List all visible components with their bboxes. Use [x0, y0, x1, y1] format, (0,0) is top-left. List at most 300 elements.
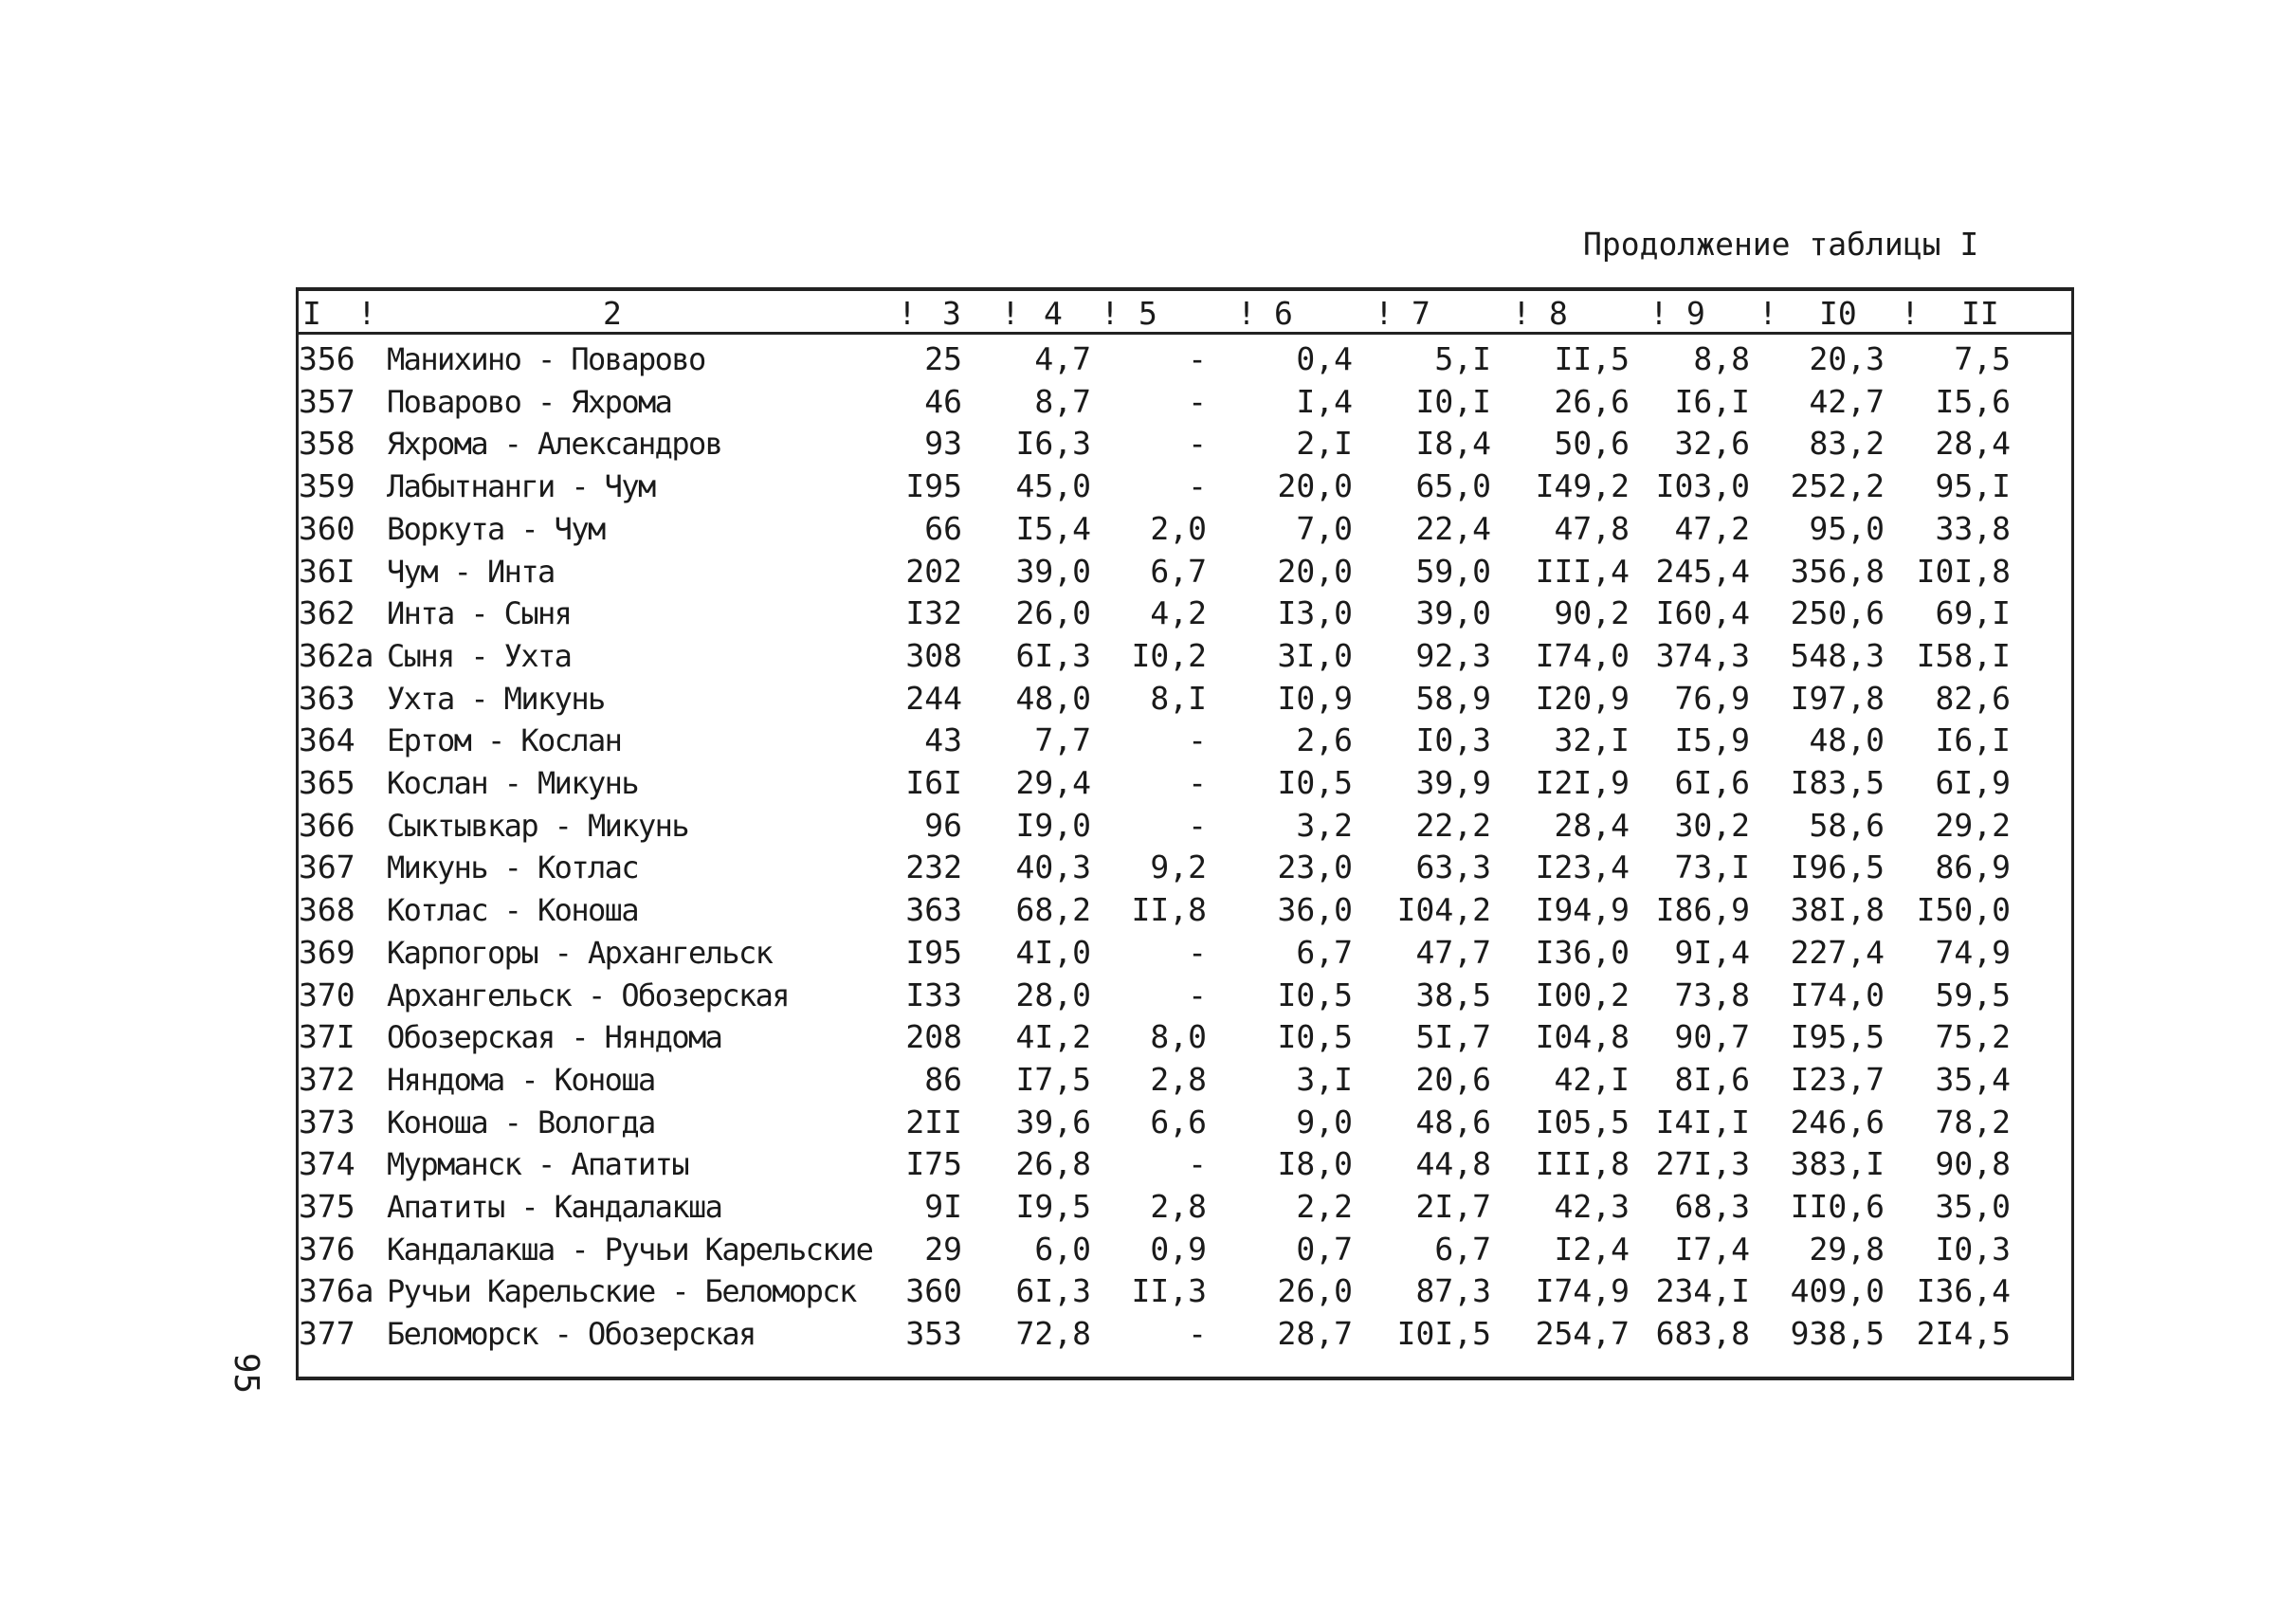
- column-header-7: 7: [1412, 295, 1430, 332]
- cell-c4: I9,0: [1015, 806, 1091, 844]
- cell-c6: 3,I: [1296, 1060, 1353, 1098]
- cell-c9: I03,0: [1655, 467, 1750, 505]
- cell-c11: 7,5: [1954, 340, 2011, 377]
- column-header-5: 5: [1138, 295, 1157, 332]
- table-row: [299, 1313, 2071, 1356]
- cell-c10: 383,I: [1790, 1145, 1885, 1183]
- cell-c5: -: [1188, 467, 1207, 505]
- column-header-11: II: [1961, 295, 1999, 332]
- cell-c6: 9,0: [1296, 1103, 1353, 1140]
- cell-c7: 38,5: [1415, 976, 1491, 1013]
- cell-c4: 4,7: [1034, 340, 1091, 377]
- table-row: [299, 551, 2071, 593]
- cell-c4: 45,0: [1015, 467, 1091, 505]
- cell-c3: 2II: [905, 1103, 962, 1140]
- cell-c7: 39,0: [1415, 594, 1491, 632]
- cell-c4: 48,0: [1015, 679, 1091, 717]
- cell-c9: 47,2: [1674, 509, 1750, 547]
- cell-c3: I6I: [905, 764, 962, 801]
- cell-c9: I4I,I: [1655, 1103, 1750, 1140]
- column-separator: !: [1649, 295, 1668, 332]
- row-number: 368: [299, 891, 355, 929]
- cell-c7: 44,8: [1415, 1145, 1491, 1183]
- cell-c3: 93: [924, 425, 962, 463]
- row-number: 37I: [299, 1018, 355, 1056]
- cell-c5: -: [1188, 382, 1207, 420]
- cell-c3: I33: [905, 976, 962, 1013]
- cell-c5: -: [1188, 933, 1207, 971]
- cell-c4: 72,8: [1015, 1315, 1091, 1353]
- cell-c9: 8I,6: [1674, 1060, 1750, 1098]
- cell-c8: 50,6: [1554, 425, 1630, 463]
- cell-c7: 20,6: [1415, 1060, 1491, 1098]
- route-name: Инта - Сыня: [387, 595, 572, 632]
- cell-c6: 7,0: [1296, 509, 1353, 547]
- table-row: [299, 1143, 2071, 1186]
- route-name: Ручьи Карельские - Беломорск: [387, 1273, 856, 1310]
- cell-c10: I83,5: [1790, 764, 1885, 801]
- route-name: Сыктывкар - Микунь: [387, 807, 688, 844]
- table-row: [299, 889, 2071, 932]
- table-row: [299, 1186, 2071, 1229]
- cell-c7: 5,I: [1434, 340, 1491, 377]
- cell-c11: 59,5: [1935, 976, 2011, 1013]
- route-name: Беломорск - Обозерская: [387, 1316, 756, 1353]
- cell-c5: II,3: [1131, 1272, 1207, 1310]
- cell-c11: 69,I: [1935, 594, 2011, 632]
- cell-c3: 363: [905, 891, 962, 929]
- cell-c3: 25: [924, 340, 962, 377]
- cell-c11: 82,6: [1935, 679, 2011, 717]
- cell-c3: 353: [905, 1315, 962, 1353]
- table-row: [299, 762, 2071, 805]
- table-caption: Продолжение таблицы I: [1583, 226, 1979, 263]
- row-number: 374: [299, 1145, 355, 1183]
- cell-c5: 2,0: [1150, 509, 1207, 547]
- cell-c10: 38I,8: [1790, 891, 1885, 929]
- table-header-row: [299, 291, 2071, 335]
- cell-c6: 20,0: [1277, 467, 1353, 505]
- cell-c9: I7,4: [1674, 1230, 1750, 1268]
- cell-c11: I5,6: [1935, 382, 2011, 420]
- cell-c4: 7,7: [1034, 721, 1091, 759]
- cell-c5: -: [1188, 806, 1207, 844]
- cell-c4: 26,8: [1015, 1145, 1091, 1183]
- cell-c6: I0,9: [1277, 679, 1353, 717]
- cell-c11: I6,I: [1935, 721, 2011, 759]
- cell-c4: 4I,0: [1015, 933, 1091, 971]
- cell-c9: 683,8: [1655, 1315, 1750, 1353]
- cell-c4: I9,5: [1015, 1188, 1091, 1225]
- route-name: Яхрома - Александров: [387, 426, 722, 463]
- cell-c5: 0,9: [1150, 1230, 1207, 1268]
- cell-c9: 73,I: [1674, 848, 1750, 886]
- route-name: Коноша - Вологда: [387, 1104, 655, 1140]
- cell-c5: I0,2: [1131, 636, 1207, 674]
- cell-c9: I60,4: [1655, 594, 1750, 632]
- cell-c5: 8,0: [1150, 1018, 1207, 1056]
- cell-c9: I6,I: [1674, 382, 1750, 420]
- cell-c6: I,4: [1296, 382, 1353, 420]
- cell-c6: 2,2: [1296, 1188, 1353, 1225]
- row-number: 373: [299, 1103, 355, 1140]
- cell-c5: -: [1188, 1145, 1207, 1183]
- cell-c5: -: [1188, 1315, 1207, 1353]
- table-row: [299, 805, 2071, 848]
- cell-c10: 250,6: [1790, 594, 1885, 632]
- row-number: 36I: [299, 552, 355, 590]
- cell-c7: 48,6: [1415, 1103, 1491, 1140]
- cell-c8: 254,7: [1535, 1315, 1630, 1353]
- cell-c5: 2,8: [1150, 1060, 1207, 1098]
- table-row: [299, 465, 2071, 508]
- cell-c3: 29: [924, 1230, 962, 1268]
- route-name: Няндома - Коноша: [387, 1061, 655, 1098]
- cell-c6: 0,4: [1296, 340, 1353, 377]
- row-number: 356: [299, 340, 355, 377]
- row-number: 376а: [299, 1272, 374, 1310]
- table-row: [299, 1016, 2071, 1059]
- data-table: [296, 287, 2074, 1380]
- cell-c10: I23,7: [1790, 1060, 1885, 1098]
- cell-c11: 75,2: [1935, 1018, 2011, 1056]
- cell-c8: 28,4: [1554, 806, 1630, 844]
- row-number: 376: [299, 1230, 355, 1268]
- cell-c10: 42,7: [1809, 382, 1885, 420]
- cell-c5: 6,6: [1150, 1103, 1207, 1140]
- cell-c3: 46: [924, 382, 962, 420]
- cell-c6: 26,0: [1277, 1272, 1353, 1310]
- table-row: [299, 720, 2071, 762]
- column-separator: !: [1512, 295, 1531, 332]
- cell-c11: I0I,8: [1916, 552, 2011, 590]
- cell-c4: 28,0: [1015, 976, 1091, 1013]
- cell-c7: 22,4: [1415, 509, 1491, 547]
- cell-c10: I96,5: [1790, 848, 1885, 886]
- cell-c4: I7,5: [1015, 1060, 1091, 1098]
- row-number: 362а: [299, 636, 374, 674]
- cell-c4: 39,0: [1015, 552, 1091, 590]
- cell-c3: 43: [924, 721, 962, 759]
- row-number: 375: [299, 1188, 355, 1225]
- cell-c8: I23,4: [1535, 848, 1630, 886]
- cell-c5: -: [1188, 425, 1207, 463]
- cell-c8: II,5: [1554, 340, 1630, 377]
- column-separator: !: [1237, 295, 1256, 332]
- route-name: Воркута - Чум: [387, 510, 605, 547]
- cell-c9: 76,9: [1674, 679, 1750, 717]
- cell-c11: 78,2: [1935, 1103, 2011, 1140]
- cell-c11: 90,8: [1935, 1145, 2011, 1183]
- table-row: [299, 1270, 2071, 1313]
- cell-c8: III,4: [1535, 552, 1630, 590]
- cell-c3: I75: [905, 1145, 962, 1183]
- cell-c8: I00,2: [1535, 976, 1630, 1013]
- cell-c8: I74,0: [1535, 636, 1630, 674]
- cell-c8: I05,5: [1535, 1103, 1630, 1140]
- route-name: Архангельск - Обозерская: [387, 976, 789, 1013]
- row-number: 362: [299, 594, 355, 632]
- route-name: Чум - Инта: [387, 553, 555, 590]
- row-number: 377: [299, 1315, 355, 1353]
- row-number: 372: [299, 1060, 355, 1098]
- column-header-1: I: [302, 295, 321, 332]
- row-number: 359: [299, 467, 355, 505]
- column-separator: !: [898, 295, 917, 332]
- column-header-6: 6: [1274, 295, 1293, 332]
- table-row: [299, 635, 2071, 678]
- table-row: [299, 1229, 2071, 1271]
- cell-c10: 83,2: [1809, 425, 1885, 463]
- cell-c10: 20,3: [1809, 340, 1885, 377]
- cell-c9: I5,9: [1674, 721, 1750, 759]
- row-number: 363: [299, 679, 355, 717]
- cell-c9: 374,3: [1655, 636, 1750, 674]
- cell-c7: 2I,7: [1415, 1188, 1491, 1225]
- cell-c10: 246,6: [1790, 1103, 1885, 1140]
- cell-c8: I20,9: [1535, 679, 1630, 717]
- cell-c4: 8,7: [1034, 382, 1091, 420]
- cell-c5: -: [1188, 340, 1207, 377]
- table-row: [299, 423, 2071, 465]
- cell-c3: 202: [905, 552, 962, 590]
- cell-c9: 6I,6: [1674, 764, 1750, 801]
- cell-c5: -: [1188, 976, 1207, 1013]
- route-name: Кослан - Микунь: [387, 765, 638, 801]
- route-name: Лабытнанги - Чум: [387, 468, 655, 505]
- cell-c9: 8,8: [1693, 340, 1750, 377]
- row-number: 365: [299, 764, 355, 801]
- cell-c11: 33,8: [1935, 509, 2011, 547]
- route-name: Манихино - Поварово: [387, 341, 705, 377]
- cell-c4: I6,3: [1015, 425, 1091, 463]
- route-name: Микунь - Котлас: [387, 849, 638, 886]
- cell-c7: 63,3: [1415, 848, 1491, 886]
- cell-c11: 35,4: [1935, 1060, 2011, 1098]
- cell-c11: I58,I: [1916, 636, 2011, 674]
- cell-c3: I95: [905, 933, 962, 971]
- cell-c6: I8,0: [1277, 1145, 1353, 1183]
- cell-c10: I95,5: [1790, 1018, 1885, 1056]
- cell-c9: I86,9: [1655, 891, 1750, 929]
- cell-c10: 58,6: [1809, 806, 1885, 844]
- cell-c4: 6,0: [1034, 1230, 1091, 1268]
- cell-c10: 356,8: [1790, 552, 1885, 590]
- cell-c11: 86,9: [1935, 848, 2011, 886]
- cell-c7: I0,3: [1415, 721, 1491, 759]
- cell-c8: I74,9: [1535, 1272, 1630, 1310]
- table-row: [299, 975, 2071, 1017]
- table-row: [299, 847, 2071, 889]
- cell-c10: 252,2: [1790, 467, 1885, 505]
- cell-c10: 48,0: [1809, 721, 1885, 759]
- row-number: 357: [299, 382, 355, 420]
- cell-c3: 208: [905, 1018, 962, 1056]
- table-row: [299, 1102, 2071, 1144]
- cell-c7: I8,4: [1415, 425, 1491, 463]
- cell-c10: 409,0: [1790, 1272, 1885, 1310]
- cell-c3: 360: [905, 1272, 962, 1310]
- column-separator: !: [1001, 295, 1020, 332]
- route-name: Сыня - Ухта: [387, 637, 572, 674]
- cell-c7: I0I,5: [1396, 1315, 1491, 1353]
- column-header-8: 8: [1549, 295, 1568, 332]
- cell-c7: I04,2: [1396, 891, 1491, 929]
- cell-c5: II,8: [1131, 891, 1207, 929]
- cell-c3: 86: [924, 1060, 962, 1098]
- cell-c6: I0,5: [1277, 764, 1353, 801]
- row-number: 360: [299, 509, 355, 547]
- table-row: [299, 508, 2071, 551]
- column-header-9: 9: [1686, 295, 1705, 332]
- row-number: 366: [299, 806, 355, 844]
- column-separator: !: [357, 295, 376, 332]
- cell-c7: 59,0: [1415, 552, 1491, 590]
- cell-c7: 58,9: [1415, 679, 1491, 717]
- cell-c8: I94,9: [1535, 891, 1630, 929]
- cell-c5: -: [1188, 721, 1207, 759]
- cell-c10: 227,4: [1790, 933, 1885, 971]
- cell-c8: I49,2: [1535, 467, 1630, 505]
- cell-c3: 232: [905, 848, 962, 886]
- cell-c8: I2,4: [1554, 1230, 1630, 1268]
- cell-c9: 90,7: [1674, 1018, 1750, 1056]
- cell-c8: III,8: [1535, 1145, 1630, 1183]
- cell-c6: 36,0: [1277, 891, 1353, 929]
- cell-c7: 47,7: [1415, 933, 1491, 971]
- table-row: [299, 593, 2071, 635]
- cell-c5: 9,2: [1150, 848, 1207, 886]
- route-name: Котлас - Коноша: [387, 892, 638, 929]
- cell-c3: 9I: [924, 1188, 962, 1225]
- cell-c7: 22,2: [1415, 806, 1491, 844]
- cell-c3: 308: [905, 636, 962, 674]
- cell-c4: 4I,2: [1015, 1018, 1091, 1056]
- cell-c11: 6I,9: [1935, 764, 2011, 801]
- cell-c6: 23,0: [1277, 848, 1353, 886]
- cell-c10: 95,0: [1809, 509, 1885, 547]
- row-number: 364: [299, 721, 355, 759]
- cell-c8: 90,2: [1554, 594, 1630, 632]
- route-name: Апатиты - Кандалакша: [387, 1189, 722, 1225]
- table-row: [299, 1059, 2071, 1102]
- route-name: Ухта - Микунь: [387, 680, 605, 717]
- cell-c6: I0,5: [1277, 1018, 1353, 1056]
- cell-c9: 68,3: [1674, 1188, 1750, 1225]
- cell-c9: 9I,4: [1674, 933, 1750, 971]
- cell-c9: 245,4: [1655, 552, 1750, 590]
- cell-c6: I0,5: [1277, 976, 1353, 1013]
- cell-c8: I2I,9: [1535, 764, 1630, 801]
- cell-c10: II0,6: [1790, 1188, 1885, 1225]
- cell-c9: 32,6: [1674, 425, 1750, 463]
- cell-c9: 73,8: [1674, 976, 1750, 1013]
- cell-c5: 4,2: [1150, 594, 1207, 632]
- table-row: [299, 381, 2071, 424]
- cell-c8: 47,8: [1554, 509, 1630, 547]
- cell-c8: I36,0: [1535, 933, 1630, 971]
- cell-c4: 26,0: [1015, 594, 1091, 632]
- route-name: Карпогоры - Архангельск: [387, 934, 773, 971]
- cell-c8: 42,I: [1554, 1060, 1630, 1098]
- column-separator: !: [1901, 295, 1920, 332]
- column-header-4: 4: [1044, 295, 1063, 332]
- cell-c10: I74,0: [1790, 976, 1885, 1013]
- row-number: 369: [299, 933, 355, 971]
- cell-c4: 6I,3: [1015, 636, 1091, 674]
- column-separator: !: [1375, 295, 1393, 332]
- cell-c4: 68,2: [1015, 891, 1091, 929]
- cell-c6: 6,7: [1296, 933, 1353, 971]
- cell-c7: I0,I: [1415, 382, 1491, 420]
- cell-c4: I5,4: [1015, 509, 1091, 547]
- row-number: 358: [299, 425, 355, 463]
- route-name: Обозерская - Няндома: [387, 1019, 722, 1056]
- cell-c8: 32,I: [1554, 721, 1630, 759]
- route-name: Кандалакша - Ручьи Карельские: [387, 1231, 873, 1268]
- cell-c11: 28,4: [1935, 425, 2011, 463]
- column-header-10: I0: [1819, 295, 1857, 332]
- cell-c5: 2,8: [1150, 1188, 1207, 1225]
- column-header-2: 2: [603, 295, 622, 332]
- cell-c8: 26,6: [1554, 382, 1630, 420]
- cell-c10: I97,8: [1790, 679, 1885, 717]
- column-header-3: 3: [942, 295, 961, 332]
- cell-c6: 3I,0: [1277, 636, 1353, 674]
- cell-c4: 6I,3: [1015, 1272, 1091, 1310]
- cell-c5: 6,7: [1150, 552, 1207, 590]
- cell-c11: 2I4,5: [1916, 1315, 2011, 1353]
- column-separator: !: [1101, 295, 1120, 332]
- table-row: [299, 678, 2071, 721]
- cell-c3: 244: [905, 679, 962, 717]
- cell-c5: 8,I: [1150, 679, 1207, 717]
- cell-c10: 29,8: [1809, 1230, 1885, 1268]
- route-name: Мурманск - Апатиты: [387, 1146, 688, 1183]
- cell-c6: 0,7: [1296, 1230, 1353, 1268]
- cell-c11: 95,I: [1935, 467, 2011, 505]
- cell-c6: 28,7: [1277, 1315, 1353, 1353]
- cell-c6: 3,2: [1296, 806, 1353, 844]
- cell-c7: 92,3: [1415, 636, 1491, 674]
- cell-c6: 2,6: [1296, 721, 1353, 759]
- route-name: Поварово - Яхрома: [387, 383, 672, 420]
- cell-c10: 548,3: [1790, 636, 1885, 674]
- cell-c9: 30,2: [1674, 806, 1750, 844]
- cell-c11: I36,4: [1916, 1272, 2011, 1310]
- cell-c9: 234,I: [1655, 1272, 1750, 1310]
- cell-c11: I0,3: [1935, 1230, 2011, 1268]
- cell-c7: 5I,7: [1415, 1018, 1491, 1056]
- row-number: 370: [299, 976, 355, 1013]
- cell-c7: 87,3: [1415, 1272, 1491, 1310]
- cell-c5: -: [1188, 764, 1207, 801]
- cell-c3: 96: [924, 806, 962, 844]
- page-number: 95: [227, 1352, 266, 1395]
- row-number: 367: [299, 848, 355, 886]
- column-separator: !: [1758, 295, 1777, 332]
- cell-c7: 6,7: [1434, 1230, 1491, 1268]
- cell-c11: 29,2: [1935, 806, 2011, 844]
- cell-c10: 938,5: [1790, 1315, 1885, 1353]
- cell-c6: 2,I: [1296, 425, 1353, 463]
- route-name: Ертом - Кослан: [387, 722, 622, 759]
- cell-c11: 35,0: [1935, 1188, 2011, 1225]
- cell-c6: I3,0: [1277, 594, 1353, 632]
- table-row: [299, 932, 2071, 975]
- cell-c4: 39,6: [1015, 1103, 1091, 1140]
- cell-c8: I04,8: [1535, 1018, 1630, 1056]
